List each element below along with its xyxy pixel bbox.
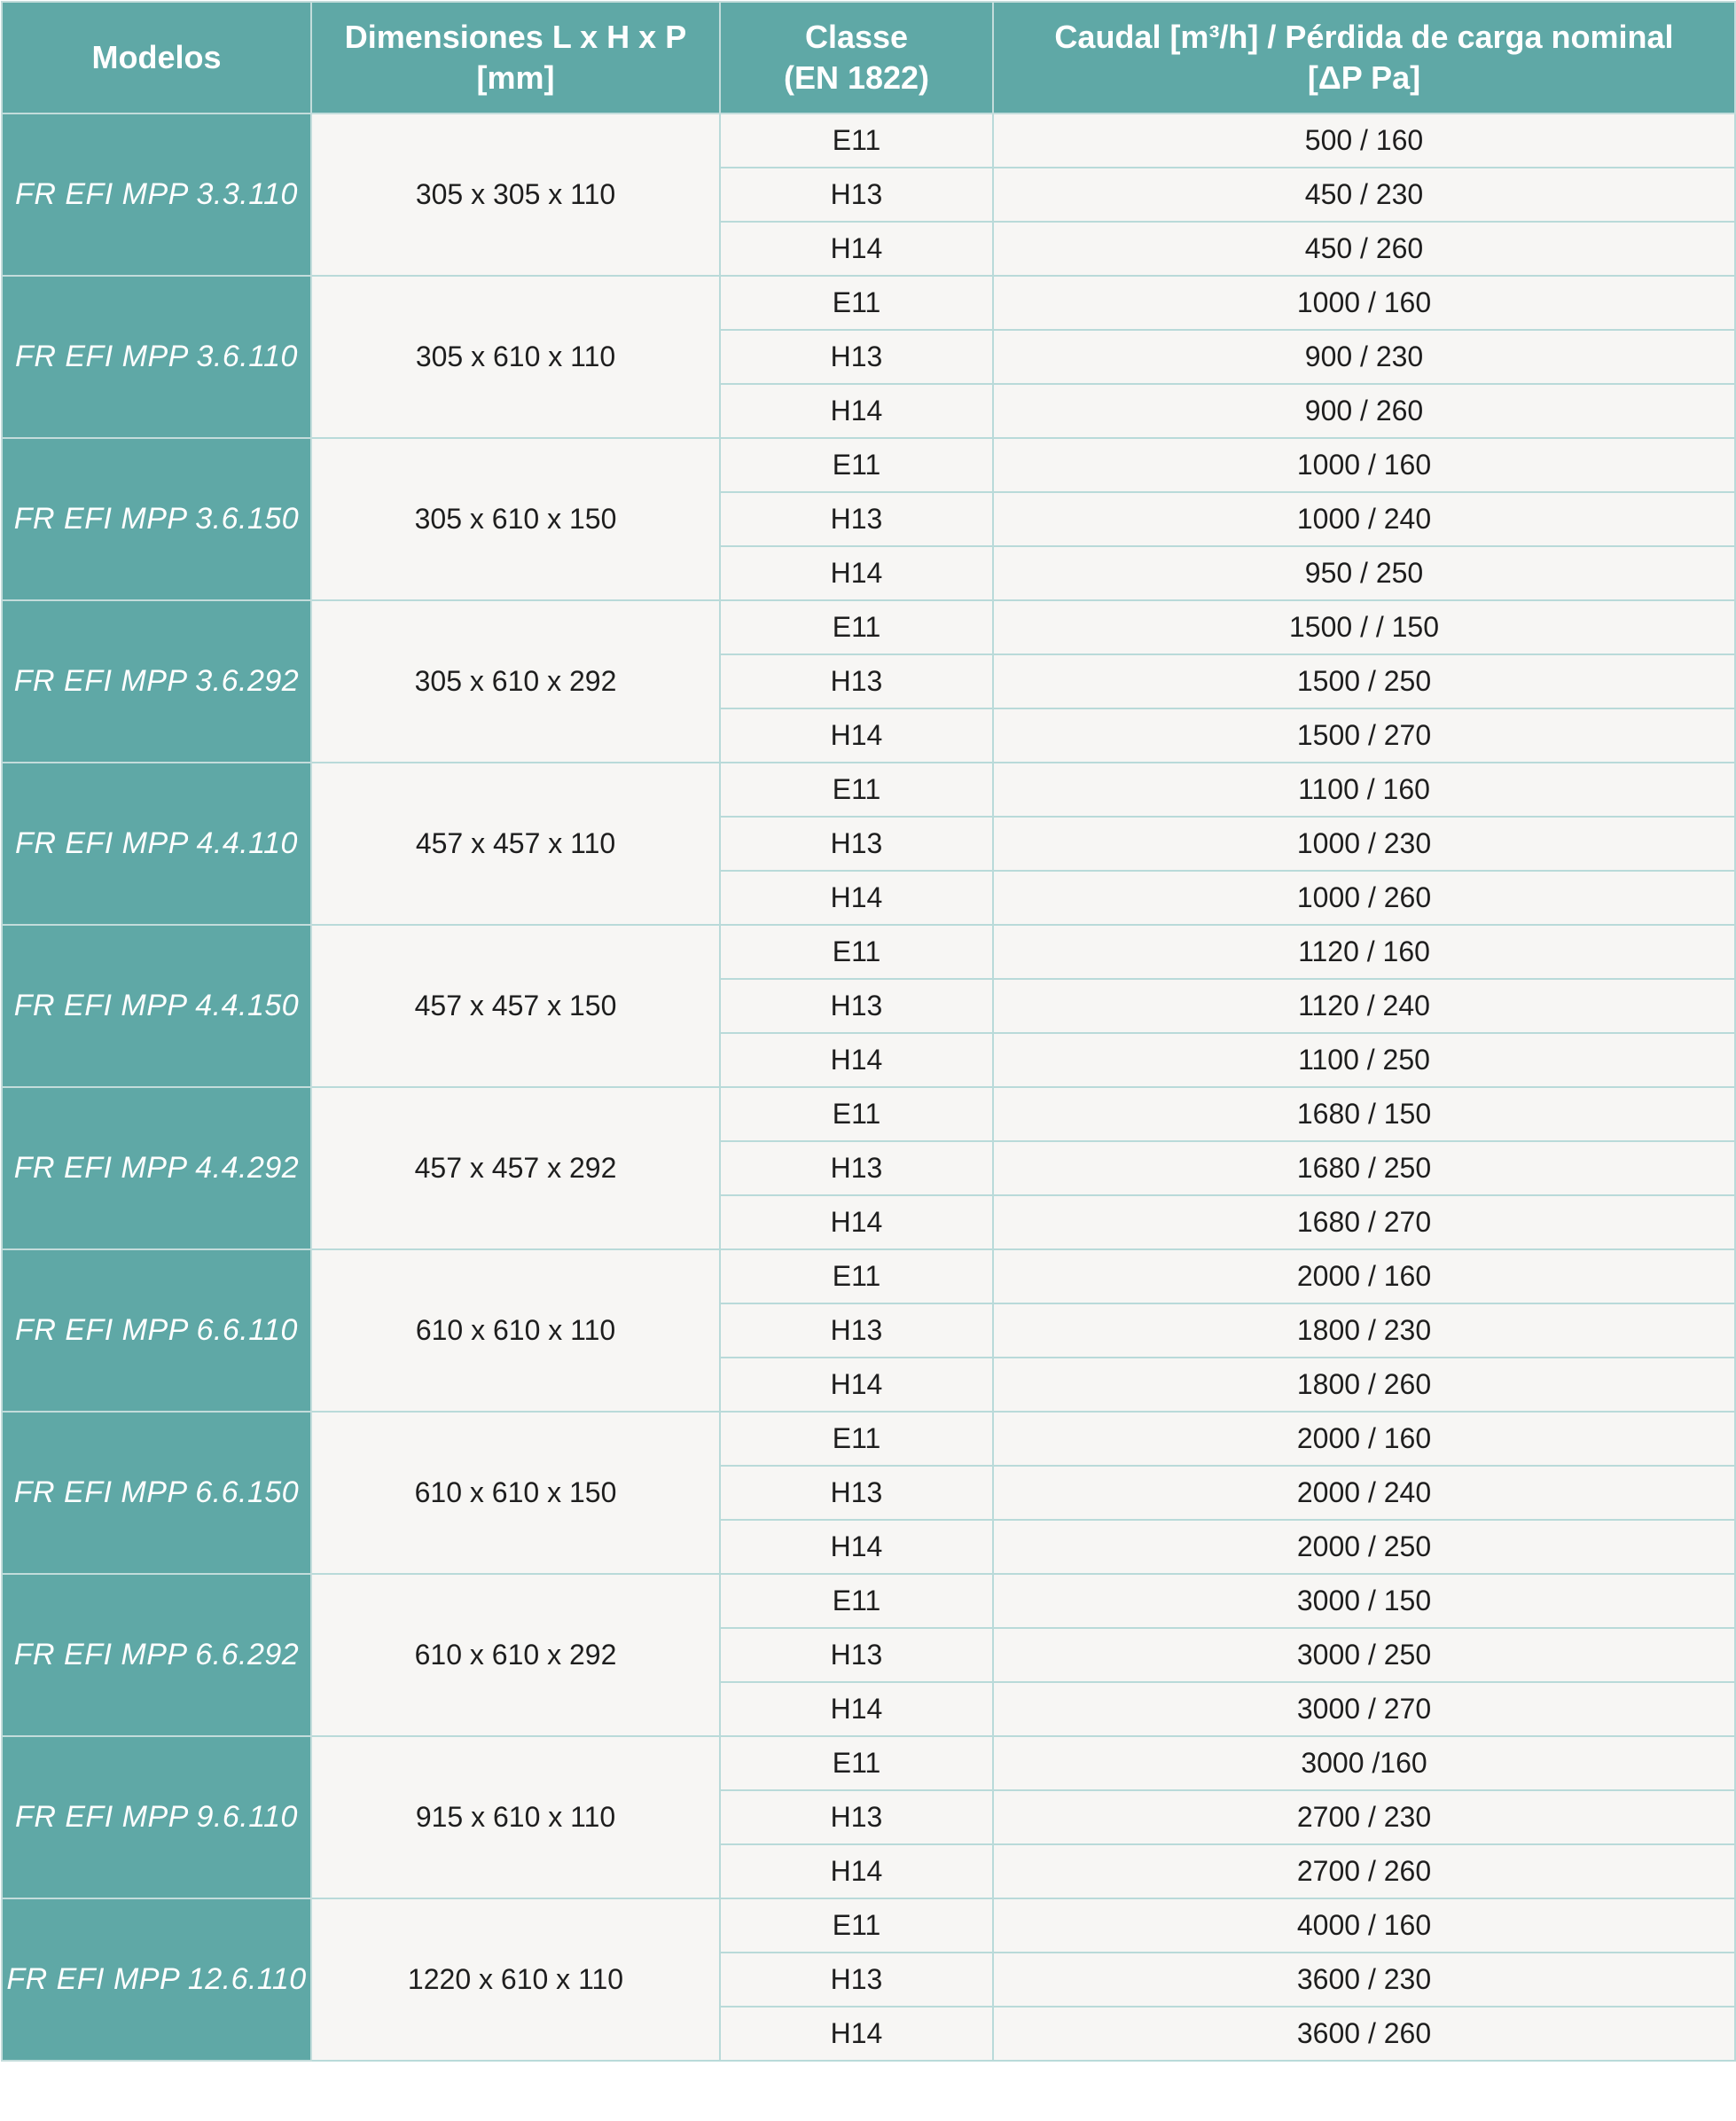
table-row [2, 925, 1735, 979]
filter-class-cell: E11 [720, 1898, 993, 1953]
flow-pressure-cell: 450 / 260 [993, 222, 1735, 276]
flow-pressure-cell: 1120 / 240 [993, 979, 1735, 1033]
table-row [2, 1249, 1735, 1303]
model-name-cell: FR EFI MPP 3.6.110 [2, 276, 311, 438]
flow-pressure-cell: 3000 / 270 [993, 1682, 1735, 1736]
flow-pressure-cell: 1120 / 160 [993, 925, 1735, 979]
model-name-cell: FR EFI MPP 9.6.110 [2, 1736, 311, 1898]
filter-class-cell: H13 [720, 1141, 993, 1195]
flow-pressure-cell: 500 / 160 [993, 113, 1735, 168]
flow-pressure-cell: 3600 / 260 [993, 2007, 1735, 2061]
model-name-cell: FR EFI MPP 6.6.292 [2, 1574, 311, 1736]
flow-pressure-cell: 3600 / 230 [993, 1953, 1735, 2007]
filter-class-cell: E11 [720, 925, 993, 979]
header-row [2, 2, 1735, 113]
filter-class-cell: H14 [720, 871, 993, 925]
flow-pressure-cell: 1500 / 270 [993, 708, 1735, 763]
flow-pressure-cell: 2000 / 160 [993, 1249, 1735, 1303]
table-row [2, 276, 1735, 330]
model-name-cell: FR EFI MPP 3.3.110 [2, 113, 311, 276]
model-name-cell: FR EFI MPP 6.6.150 [2, 1412, 311, 1574]
flow-pressure-cell: 900 / 260 [993, 384, 1735, 438]
flow-pressure-cell: 900 / 230 [993, 330, 1735, 384]
dimensions-cell: 457 x 457 x 292 [311, 1087, 720, 1249]
filter-class-cell: H14 [720, 546, 993, 600]
dimensions-cell: 305 x 610 x 110 [311, 276, 720, 438]
filter-class-cell: H13 [720, 492, 993, 546]
spec-table-container [0, 1, 1736, 2121]
flow-pressure-cell: 1680 / 270 [993, 1195, 1735, 1249]
filter-class-cell: E11 [720, 600, 993, 654]
table-row [2, 1898, 1735, 1953]
flow-pressure-cell: 1000 / 230 [993, 817, 1735, 871]
table-row [2, 1736, 1735, 1790]
header-class-line1: Classe [804, 19, 909, 55]
filter-class-cell: E11 [720, 1087, 993, 1141]
filter-class-cell: H14 [720, 222, 993, 276]
flow-pressure-cell: 2000 / 250 [993, 1520, 1735, 1574]
model-name-cell: FR EFI MPP 3.6.292 [2, 600, 311, 763]
model-name-cell: FR EFI MPP 4.4.292 [2, 1087, 311, 1249]
dimensions-cell: 610 x 610 x 110 [311, 1249, 720, 1412]
header-class [720, 2, 993, 113]
flow-pressure-cell: 1680 / 150 [993, 1087, 1735, 1141]
filter-class-cell: H13 [720, 979, 993, 1033]
table-row [2, 1412, 1735, 1466]
flow-pressure-cell: 2700 / 230 [993, 1790, 1735, 1844]
filter-class-cell: H13 [720, 330, 993, 384]
filter-class-cell: H13 [720, 1466, 993, 1520]
filter-class-cell: E11 [720, 1574, 993, 1628]
model-name-cell: FR EFI MPP 12.6.110 [2, 1898, 311, 2061]
table-header [2, 2, 1735, 113]
flow-pressure-cell: 1800 / 260 [993, 1358, 1735, 1412]
dimensions-cell: 457 x 457 x 110 [311, 763, 720, 925]
flow-pressure-cell: 1100 / 160 [993, 763, 1735, 817]
filter-class-cell: H13 [720, 1953, 993, 2007]
filter-class-cell: E11 [720, 113, 993, 168]
filter-class-cell: E11 [720, 763, 993, 817]
dimensions-cell: 305 x 610 x 292 [311, 600, 720, 763]
header-dimensions-line2: [mm] [476, 59, 555, 96]
filter-class-cell: H13 [720, 654, 993, 708]
header-models-label: Modelos [91, 39, 222, 75]
header-models [2, 2, 311, 113]
header-class-line2: (EN 1822) [783, 59, 930, 96]
header-flow-line1: Caudal [m³/h] / Pérdida de carga nominal [1054, 19, 1674, 55]
filter-class-cell: H14 [720, 708, 993, 763]
flow-pressure-cell: 1500 / / 150 [993, 600, 1735, 654]
flow-pressure-cell: 3000 /160 [993, 1736, 1735, 1790]
model-name-cell: FR EFI MPP 6.6.110 [2, 1249, 311, 1412]
filter-class-cell: H13 [720, 1628, 993, 1682]
filter-class-cell: E11 [720, 438, 993, 492]
filter-class-cell: H13 [720, 1790, 993, 1844]
header-dimensions-line1: Dimensiones L x H x P [344, 19, 687, 55]
flow-pressure-cell: 3000 / 150 [993, 1574, 1735, 1628]
flow-pressure-cell: 2000 / 240 [993, 1466, 1735, 1520]
dimensions-cell: 305 x 305 x 110 [311, 113, 720, 276]
filter-class-cell: E11 [720, 276, 993, 330]
flow-pressure-cell: 1000 / 160 [993, 276, 1735, 330]
filter-class-cell: H14 [720, 1844, 993, 1898]
dimensions-cell: 915 x 610 x 110 [311, 1736, 720, 1898]
table-row [2, 1574, 1735, 1628]
table-body [2, 113, 1735, 2061]
filter-class-cell: H14 [720, 384, 993, 438]
model-name-cell: FR EFI MPP 4.4.150 [2, 925, 311, 1087]
table-row [2, 438, 1735, 492]
filter-class-cell: H14 [720, 1358, 993, 1412]
header-dimensions [311, 2, 720, 113]
flow-pressure-cell: 1000 / 260 [993, 871, 1735, 925]
dimensions-cell: 1220 x 610 x 110 [311, 1898, 720, 2061]
header-flow [993, 2, 1735, 113]
flow-pressure-cell: 4000 / 160 [993, 1898, 1735, 1953]
dimensions-cell: 305 x 610 x 150 [311, 438, 720, 600]
flow-pressure-cell: 1680 / 250 [993, 1141, 1735, 1195]
table-row [2, 600, 1735, 654]
flow-pressure-cell: 1800 / 230 [993, 1303, 1735, 1358]
filter-class-cell: H14 [720, 1682, 993, 1736]
flow-pressure-cell: 1500 / 250 [993, 654, 1735, 708]
filter-class-cell: E11 [720, 1249, 993, 1303]
filter-class-cell: H14 [720, 1195, 993, 1249]
dimensions-cell: 610 x 610 x 150 [311, 1412, 720, 1574]
table-row [2, 763, 1735, 817]
model-name-cell: FR EFI MPP 4.4.110 [2, 763, 311, 925]
header-flow-line2: [ΔP Pa] [1307, 59, 1421, 96]
filter-class-cell: H13 [720, 1303, 993, 1358]
filter-class-cell: H14 [720, 2007, 993, 2061]
table-row [2, 1087, 1735, 1141]
flow-pressure-cell: 450 / 230 [993, 168, 1735, 222]
flow-pressure-cell: 1000 / 240 [993, 492, 1735, 546]
filter-class-cell: H13 [720, 817, 993, 871]
filter-class-cell: E11 [720, 1736, 993, 1790]
dimensions-cell: 457 x 457 x 150 [311, 925, 720, 1087]
flow-pressure-cell: 1100 / 250 [993, 1033, 1735, 1087]
model-name-cell: FR EFI MPP 3.6.150 [2, 438, 311, 600]
flow-pressure-cell: 2700 / 260 [993, 1844, 1735, 1898]
flow-pressure-cell: 950 / 250 [993, 546, 1735, 600]
dimensions-cell: 610 x 610 x 292 [311, 1574, 720, 1736]
table-row [2, 113, 1735, 168]
flow-pressure-cell: 3000 / 250 [993, 1628, 1735, 1682]
filter-class-cell: H13 [720, 168, 993, 222]
flow-pressure-cell: 1000 / 160 [993, 438, 1735, 492]
filter-spec-table [1, 1, 1736, 2062]
filter-class-cell: H14 [720, 1520, 993, 1574]
filter-class-cell: E11 [720, 1412, 993, 1466]
flow-pressure-cell: 2000 / 160 [993, 1412, 1735, 1466]
filter-class-cell: H14 [720, 1033, 993, 1087]
